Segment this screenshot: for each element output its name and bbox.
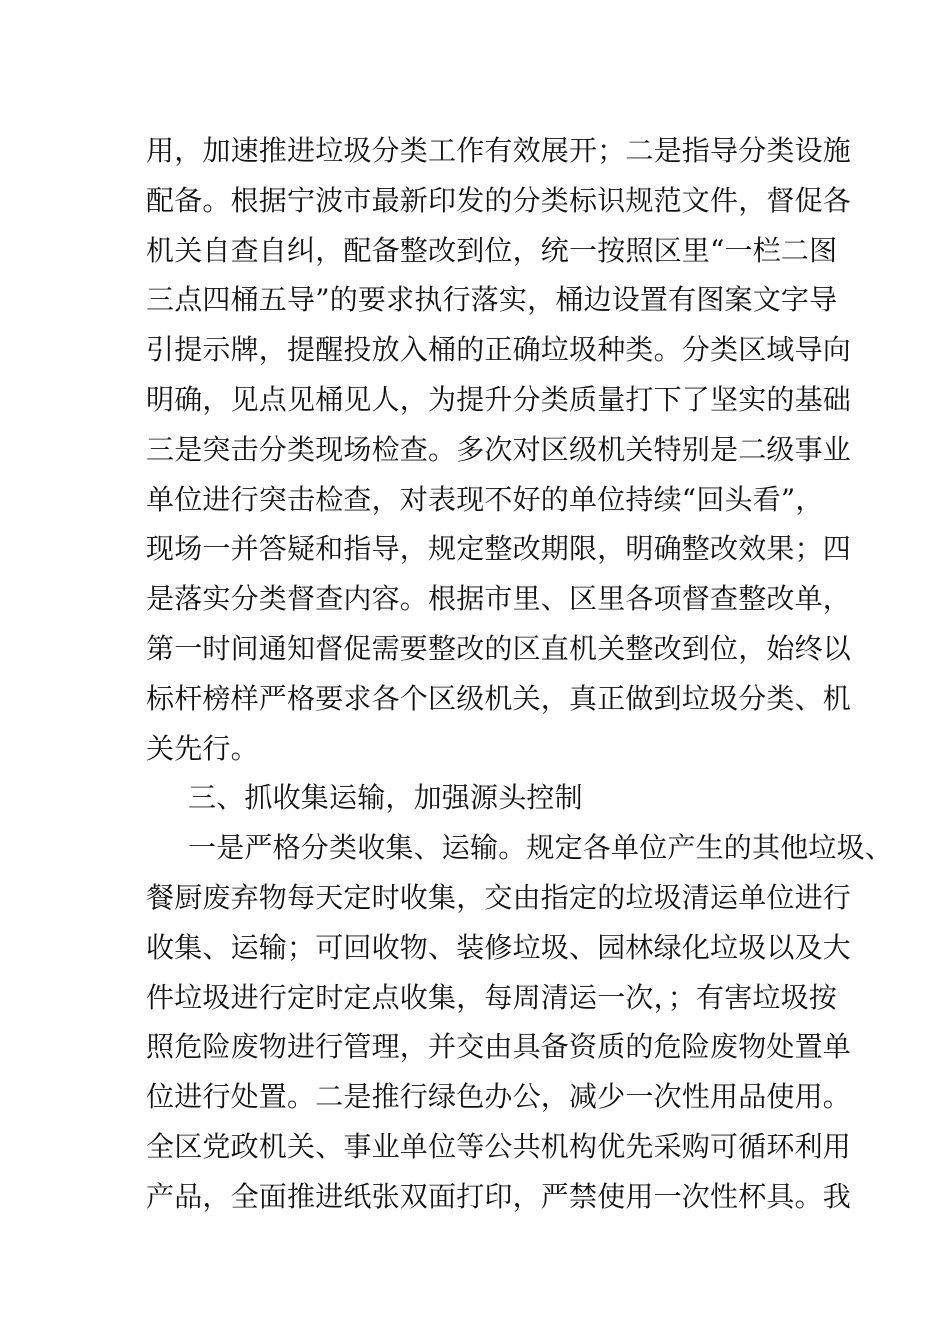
paragraph-start-line: 一是严格分类收集、运输。规定各单位产生的其他垃圾、 xyxy=(188,831,894,865)
body-text xyxy=(146,126,894,1222)
text-line: 产品，全面推进纸张双面打印，严禁使用一次性杯具。我 xyxy=(146,1179,852,1213)
text-line: 用，加速推进垃圾分类工作有效展开；二是指导分类设施 xyxy=(146,134,852,167)
text-line: 全区党政机关、事业单位等公共机构优先采购可循环利用 xyxy=(146,1129,852,1163)
text-line: 三是突击分类现场检查。多次对区级机关特别是二级事业 xyxy=(146,432,852,466)
text-line: 配备。根据宁波市最新印发的分类标识规范文件，督促各 xyxy=(146,183,852,217)
text-line: 是落实分类督查内容。根据市里、区里各项督查整改单， xyxy=(146,582,852,616)
text-line: 第一时间通知督促需要整改的区直机关整改到位，始终以 xyxy=(146,631,852,665)
text-line: 单位进行突击检查，对表现不好的单位持续“回头看”， xyxy=(146,482,824,516)
text-line: 明确，见点见桶见人，为提升分类质量打下了坚实的基础 xyxy=(146,382,852,416)
text-line: 标杆榜样严格要求各个区级机关，真正做到垃圾分类、机 xyxy=(146,681,852,715)
text-line: 三点四桶五导”的要求执行落实，桶边设置有图案文字导 xyxy=(146,283,838,317)
text-line: 餐厨废弃物每天定时收集，交由指定的垃圾清运单位进行 xyxy=(146,880,852,914)
text-line: 引提示牌，提醒投放入桶的正确垃圾种类。分类区域导向 xyxy=(146,333,852,367)
text-line: 关先行。 xyxy=(146,731,259,765)
text-line: 件垃圾进行定时定点收集，每周清运一次，；有害垃圾按 xyxy=(146,980,838,1014)
section-heading: 三、抓收集运输，加强源头控制 xyxy=(188,781,583,815)
text-line: 照危险废物进行管理，并交由具备资质的危险废物处置单 xyxy=(146,1030,852,1064)
text-line: 机关自查自纠，配备整改到位，统一按照区里“一栏二图 xyxy=(146,233,838,267)
text-line: 位进行处置。二是推行绿色办公，减少一次性用品使用。 xyxy=(146,1080,852,1114)
text-line: 现场一并答疑和指导，规定整改期限，明确整改效果；四 xyxy=(146,532,852,566)
text-line: 收集、运输；可回收物、装修垃圾、园林绿化垃圾以及大 xyxy=(146,930,852,964)
